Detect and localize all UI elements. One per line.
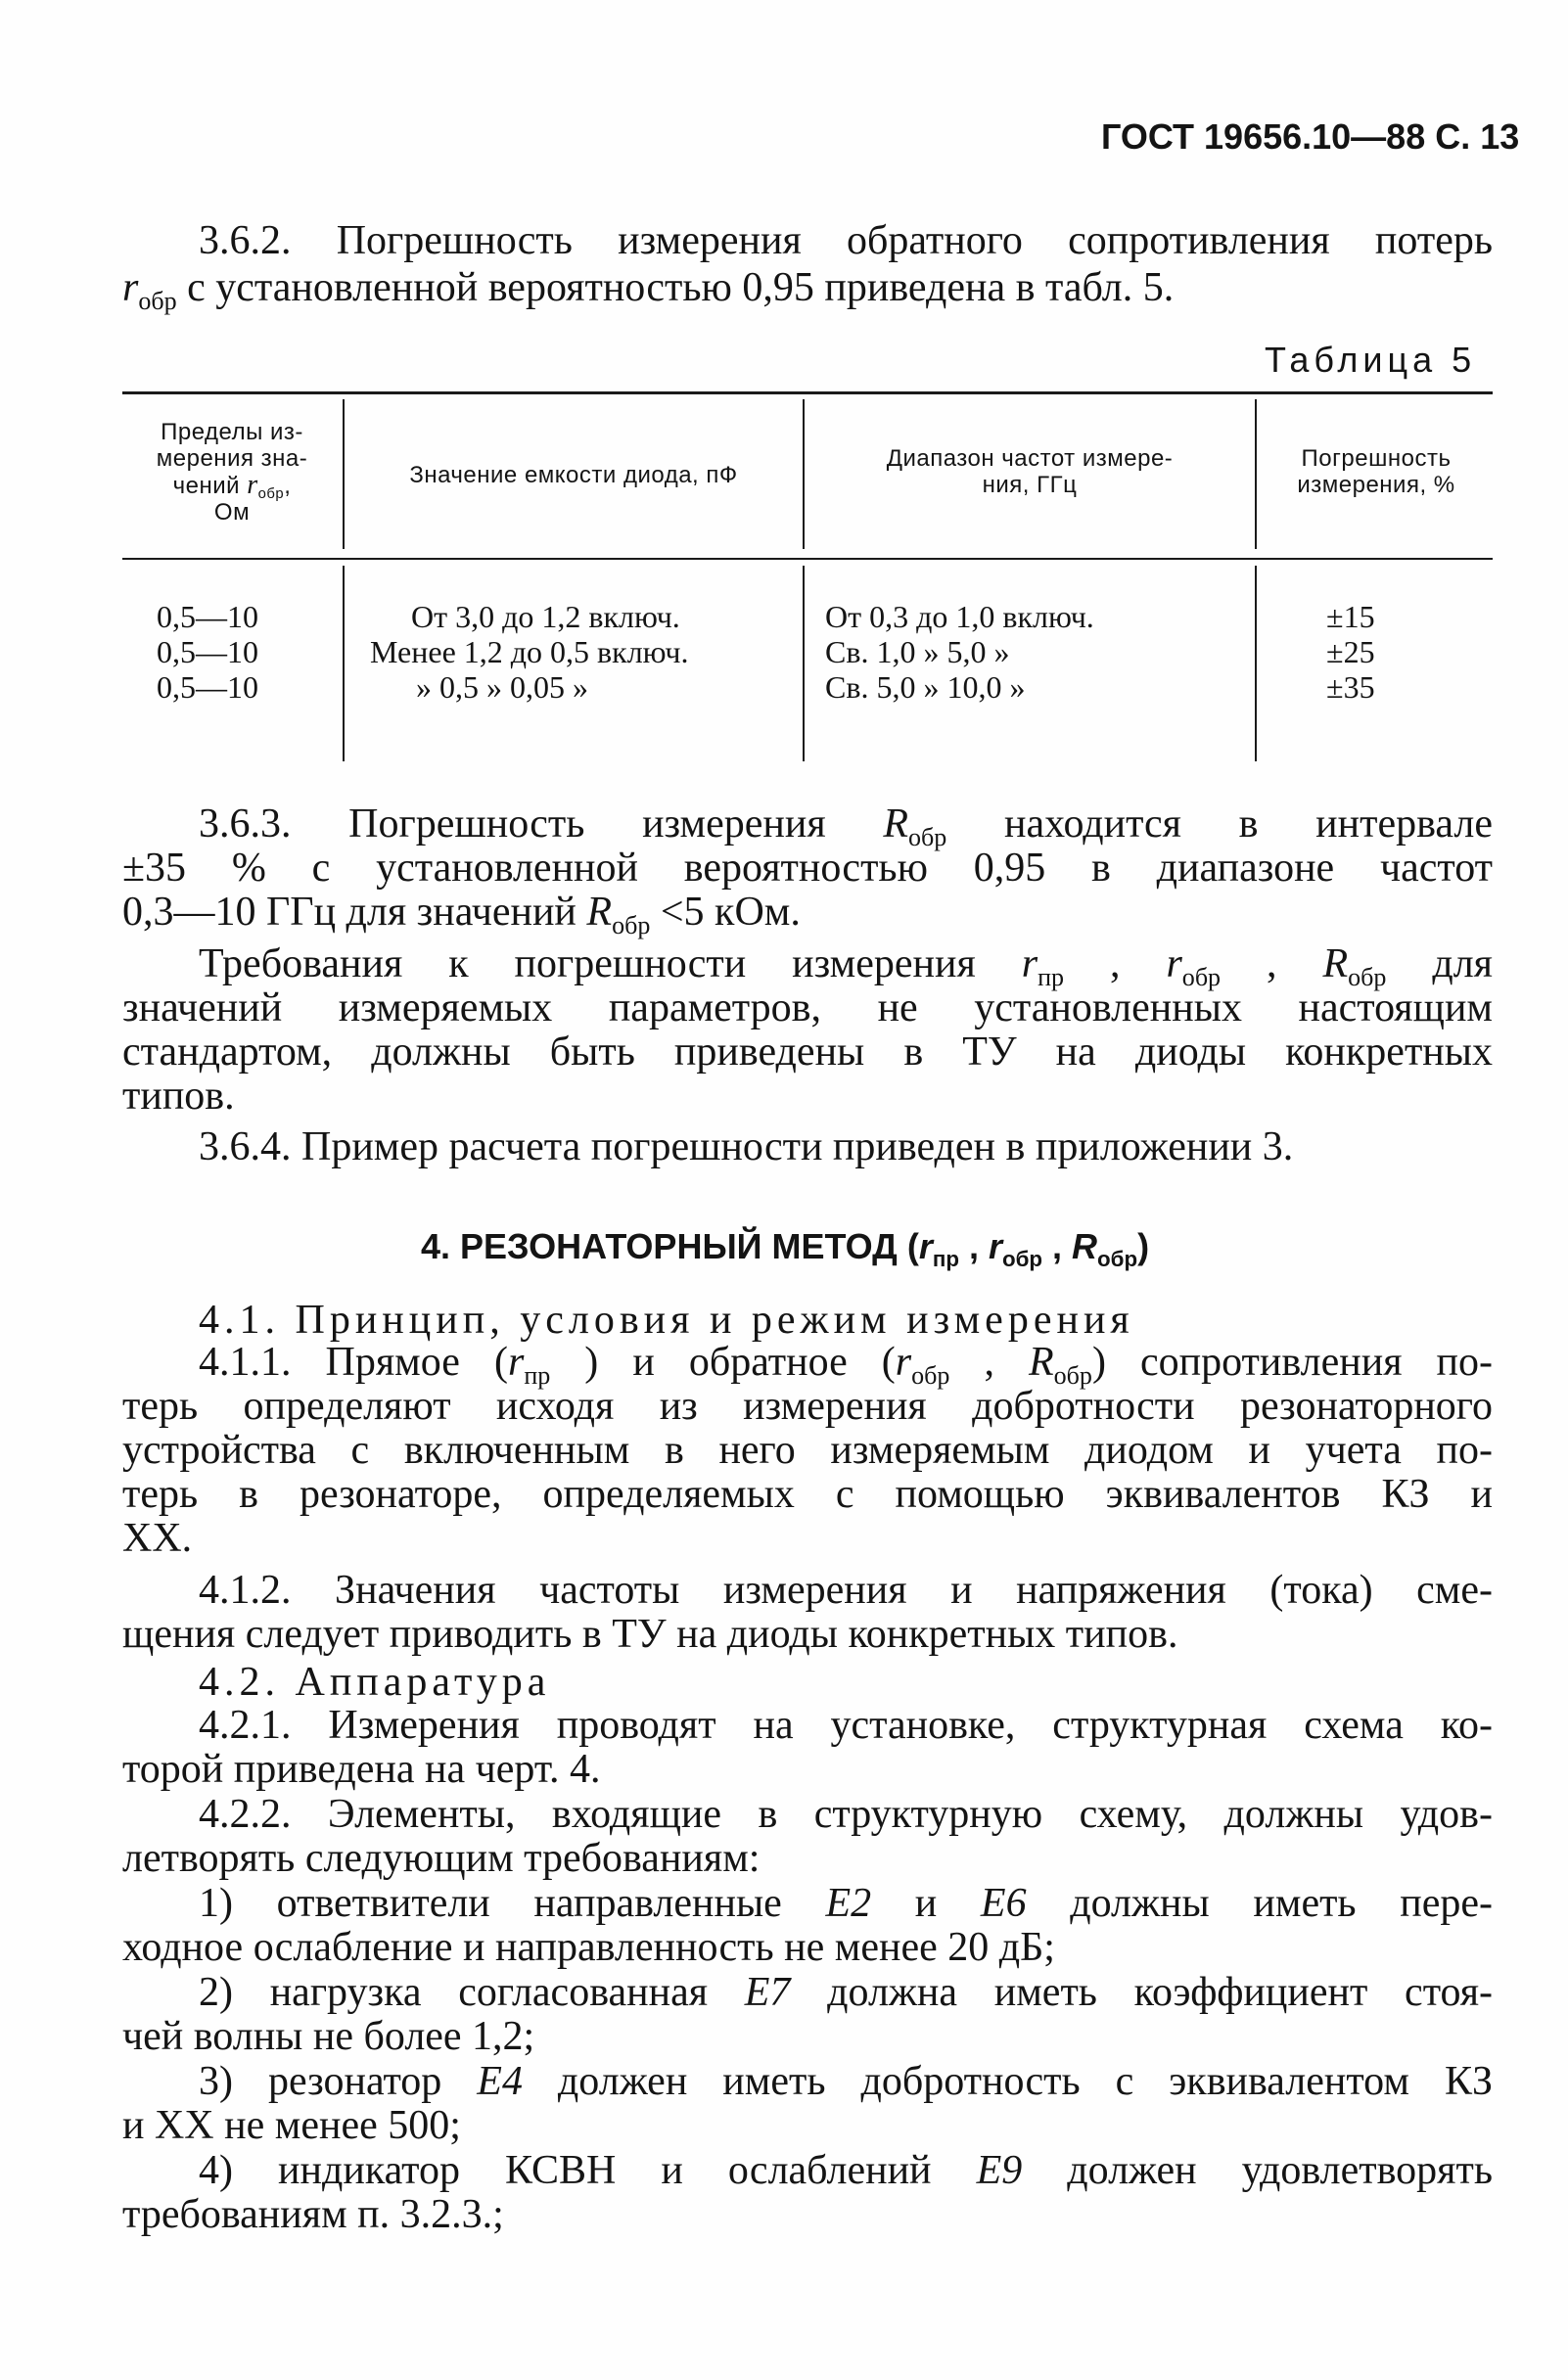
text-line: ходное ослабление и направленность не менее 20 дБ; [122, 1925, 1055, 1970]
text-span: 0,3—10 ГГц для значений [122, 890, 587, 935]
text-span: 3) резонатор [199, 2059, 478, 2104]
paragraph-4-2 [122, 1659, 1493, 1706]
table-cell-error: ±35 [1326, 669, 1375, 705]
subscript: обр [138, 287, 177, 316]
text-line: значений измеряемых параметров, не установленных настоящим [122, 985, 1493, 1030]
list-item-1 [122, 1882, 1493, 1970]
table-cell-frequency: Св. 5,0 » 10,0 » [825, 669, 1026, 705]
text-line: 4.2.1. Измерения проводят на установке, структурная схема ко- [199, 1703, 1493, 1748]
subscript: пр [932, 1246, 959, 1271]
text-span: должна иметь коэффициент стоя- [790, 1970, 1493, 2015]
table-cell-limits: 0,5—10 [157, 599, 258, 634]
table-cell-frequency: Св. 1,0 » 5,0 » [825, 634, 1010, 669]
header-line: ния, ГГц [982, 472, 1078, 498]
table-cell-capacitance: От 3,0 до 1,2 включ. [411, 599, 680, 634]
header-line: Пределы из- [161, 419, 303, 445]
text-span: должен удовлетворять [1022, 2148, 1494, 2193]
text-line [122, 890, 801, 940]
paragraph-3-6-4 [122, 1123, 1493, 1170]
table-header-capacitance: Значение емкости диода, пФ [409, 462, 738, 488]
text-line: 3.6.4. Пример расчета погрешности приведен в приложении 3. [199, 1124, 1294, 1169]
symbol-R: R [1322, 941, 1349, 986]
text-span: , [1221, 941, 1323, 986]
text-line: 4.1.2. Значения частоты измерения и напряжения (тока) сме- [199, 1568, 1493, 1613]
header-line: Ом [213, 499, 251, 526]
subscript: обр [1001, 1246, 1043, 1271]
paragraph-4-2-2 [122, 1793, 1493, 1881]
text-line [122, 265, 1175, 316]
element-label: Е4 [477, 2059, 523, 2104]
table-cell-frequency: От 0,3 до 1,0 включ. [825, 599, 1094, 634]
paragraph-4-1-1 [122, 1341, 1493, 1561]
table-vline [1255, 566, 1257, 761]
element-label: Е9 [976, 2148, 1023, 2193]
text-line: устройства с включенным в него измеряемым диодом и учета по- [122, 1428, 1493, 1473]
text-span: , [1042, 1226, 1073, 1266]
text-line: 3.6.2. Погрешность измерения обратного сопротивления потерь [199, 218, 1493, 263]
text-line [122, 1882, 1493, 1926]
table-header-frequency [808, 445, 1251, 498]
text-span: , [284, 473, 292, 499]
symbol-r: r [918, 1226, 933, 1266]
text-line: требованиям п. 3.2.3.; [122, 2192, 504, 2237]
subscript: обр [1348, 963, 1387, 992]
section-4-heading [421, 1225, 1150, 1271]
header-line: измерения, % [1297, 472, 1455, 498]
element-label: Е7 [744, 1970, 791, 2015]
paragraph-requirements [122, 942, 1493, 1119]
table-cell-capacitance: Менее 1,2 до 0,5 включ. [370, 634, 689, 669]
text-line: ±35 % с установленной вероятностью 0,95 в диапазоне частот [122, 846, 1493, 891]
table-cell-error: ±15 [1326, 599, 1375, 634]
text-line: терь в резонаторе, определяемых с помощью эквивалентов КЗ и [122, 1472, 1493, 1517]
subscript: пр [524, 1361, 551, 1391]
symbol-r: r [1021, 941, 1038, 986]
text-line [122, 2060, 1493, 2104]
symbol-r: r [988, 1226, 1002, 1266]
page-header: ГОСТ 19656.10—88 С. 13 [1101, 116, 1520, 157]
text-line: типов. [122, 1074, 235, 1119]
table-cell-error: ±25 [1326, 634, 1375, 669]
header-line: Диапазон частот измере- [886, 445, 1174, 472]
list-item-2 [122, 1971, 1493, 2059]
table-header-error [1261, 445, 1492, 498]
table-cell-limits: 0,5—10 [157, 634, 258, 669]
paragraph-4-1 [122, 1297, 1493, 1344]
text-span: 2) нагрузка согласованная [199, 1970, 745, 2015]
table-top-rule [122, 391, 1493, 394]
subscript: обр [1097, 1246, 1138, 1271]
text-span: , [958, 1226, 989, 1266]
text-span: 4. РЕЗОНАТОРНЫЙ МЕТОД ( [421, 1226, 919, 1266]
table-header-limits [125, 419, 339, 526]
text-line [122, 801, 1493, 852]
subscript: обр [612, 911, 651, 940]
text-line [122, 941, 1493, 992]
text-span: чений [172, 473, 248, 499]
text-span: и [871, 1881, 981, 1926]
paragraph-4-2-1 [122, 1704, 1493, 1792]
text-span: 4.1.1. Прямое ( [199, 1340, 508, 1385]
subscript: обр [911, 1361, 950, 1391]
text-span: с установленной вероятностью 0,95 приведена в табл. 5. [176, 265, 1175, 310]
header-line: Погрешность [1301, 445, 1452, 472]
element-label: Е2 [825, 1881, 872, 1926]
text-span: 4) индикатор КСВН и ослаблений [199, 2148, 977, 2193]
text-span: , [1064, 941, 1167, 986]
text-span: находится в интервале [946, 801, 1493, 847]
symbol-r: r [247, 470, 258, 500]
paragraph-4-1-2 [122, 1569, 1493, 1657]
text-line: и ХХ не менее 500; [122, 2103, 461, 2148]
subscript: обр [257, 486, 285, 503]
symbol-r: r [507, 1340, 525, 1385]
table-vline [803, 399, 805, 549]
text-line: 4.2.2. Элементы, входящие в структурную схему, должны удов- [199, 1792, 1493, 1837]
text-line [122, 1971, 1493, 2015]
text-span: <5 кОм. [650, 890, 801, 935]
text-span: 1) ответвители направленные [199, 1881, 826, 1926]
subscript: обр [1053, 1361, 1092, 1391]
symbol-r: r [895, 1340, 912, 1385]
text-line [122, 1340, 1494, 1391]
table-cell-capacitance: » 0,5 » 0,05 » [416, 669, 588, 705]
list-item-3 [122, 2060, 1493, 2148]
subscript: обр [1181, 963, 1222, 992]
table-vline [343, 399, 345, 549]
list-item-4 [122, 2149, 1493, 2237]
header-line: мерения зна- [156, 445, 308, 472]
text-line: щения следует приводить в ТУ на диоды конкретных типов. [122, 1612, 1178, 1657]
table-vline [803, 566, 805, 761]
text-line [122, 2149, 1493, 2193]
symbol-R: R [1029, 1340, 1054, 1385]
symbol-R: R [1072, 1226, 1098, 1266]
element-label: Е6 [980, 1881, 1027, 1926]
paragraph-3-6-3 [122, 801, 1493, 940]
table-vline [1255, 399, 1257, 549]
subscript: обр [908, 823, 947, 852]
text-line: чей волны не более 1,2; [122, 2014, 535, 2059]
subscript: пр [1038, 963, 1065, 992]
text-span: для [1386, 941, 1493, 986]
text-line: летворять следующим требованиям: [122, 1836, 761, 1881]
text-line: торой приведена на черт. 4. [122, 1747, 601, 1792]
text-span: 3.6.3. Погрешность измерения [199, 801, 884, 847]
table-vline [343, 566, 345, 761]
symbol-R: R [586, 890, 613, 935]
text-span: должны иметь пере- [1026, 1881, 1493, 1926]
text-span: ) и обратное ( [550, 1340, 896, 1385]
text-line: стандартом, должны быть приведены в ТУ на диоды конкретных [122, 1030, 1493, 1075]
symbol-r: r [1166, 941, 1182, 986]
symbol-R: R [883, 801, 909, 847]
text-span: Требования к погрешности измерения [199, 941, 1022, 986]
symbol-r: r [122, 265, 139, 310]
text-line: терь определяют исходя из измерения добротности резонаторного [122, 1384, 1493, 1429]
text-line: 4.2. Аппаратура [199, 1660, 551, 1705]
text-span: ) сопротивления по- [1091, 1340, 1494, 1385]
text-span: должен иметь добротность с эквивалентом КЗ [522, 2059, 1494, 2104]
text-span: ) [1137, 1226, 1150, 1266]
header-line [125, 470, 339, 503]
text-span: , [949, 1340, 1029, 1385]
text-line: 4.1. Принцип, условия и режим измерения [199, 1298, 1134, 1343]
table-header-rule [122, 558, 1493, 560]
table-caption: Таблица 5 [1265, 340, 1477, 380]
table-cell-limits: 0,5—10 [157, 669, 258, 705]
paragraph-3-6-2 [122, 217, 1493, 316]
text-line: ХХ. [122, 1516, 193, 1561]
